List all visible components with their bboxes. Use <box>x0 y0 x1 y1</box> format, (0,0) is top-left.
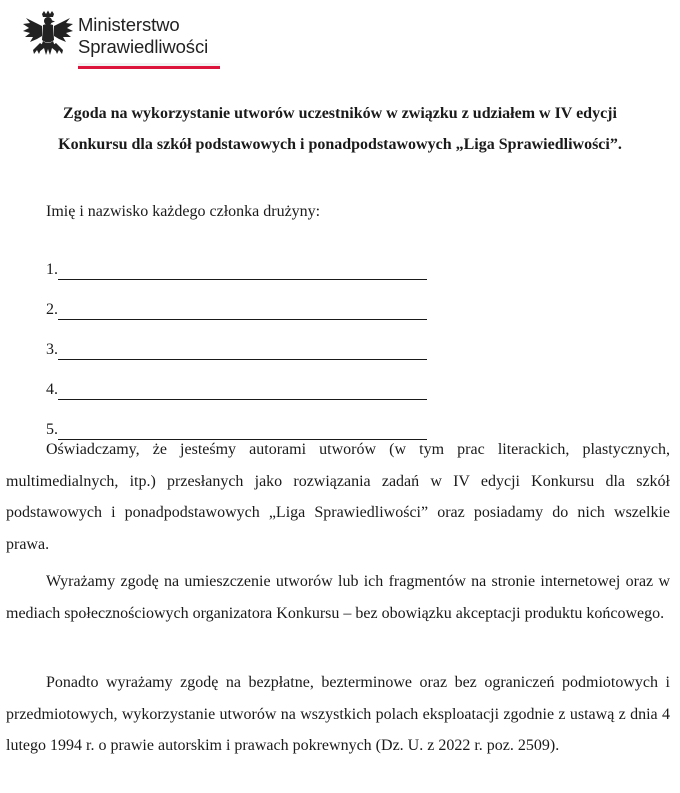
member-line <box>46 360 446 400</box>
logo-line-2: Sprawiedliwości <box>78 36 209 57</box>
ministry-name <box>78 14 208 58</box>
flag-red-stripe <box>78 66 220 69</box>
paragraph-text: Oświadczamy, że jesteśmy autorami utworów (w tym prac literackich, plastycznych, multimedialnych, itp.) przesłanych jako rozwiązania zadań w IV edycji Konkursu dla szkół podstawowych i ponadpodstawowych „Liga Sprawiedliwości” oraz posiadamy do nich wszelkie prawa. <box>6 441 670 553</box>
members-label: Imię i nazwisko każdego członka drużyny: <box>46 203 321 220</box>
member-name-field[interactable] <box>58 342 427 360</box>
member-name-field[interactable] <box>58 302 427 320</box>
paragraph-text: Wyrażamy zgodę na umieszczenie utworów lub ich fragmentów na stronie internetowej oraz w mediach społecznościowych organizatora Konkursu – bez obowiązku akceptacji produktu końcowego. <box>6 573 670 622</box>
usage-consent <box>6 667 670 762</box>
member-line <box>46 240 446 280</box>
member-name-field[interactable] <box>58 382 427 400</box>
flag-stripe <box>78 63 220 69</box>
member-number: 2. <box>46 301 58 318</box>
member-name-field[interactable] <box>58 262 427 280</box>
member-number: 5. <box>46 421 58 438</box>
paragraph-text: Ponadto wyrażamy zgodę na bezpłatne, bezterminowe oraz bez ograniczeń podmiotowych i przedmiotowych, wykorzystanie utworów na wszystkich polach eksploatacji zgodnie z ustawą z dnia 4 lutego 1994 r. o prawie autorskim i prawach pokrewnych (Dz. U. z 2022 r. poz. 2509). <box>6 674 670 754</box>
polish-eagle-icon <box>22 10 74 64</box>
logo-line-1: Ministerstwo <box>78 14 180 35</box>
member-line <box>46 320 446 360</box>
member-number: 3. <box>46 341 58 358</box>
title-line-2: Konkursu dla szkół podstawowych i ponadpodstawowych „Liga Sprawiedliwości”. <box>58 136 622 153</box>
member-list <box>46 240 446 440</box>
member-number: 4. <box>46 381 58 398</box>
publication-consent <box>6 566 670 629</box>
title-line-1: Zgoda na wykorzystanie utworów uczestników w związku z udziałem w IV edycji <box>63 105 617 122</box>
document-title <box>0 98 680 160</box>
authorship-statement <box>6 434 670 560</box>
member-number: 1. <box>46 261 58 278</box>
member-line <box>46 280 446 320</box>
ministry-logo <box>22 10 209 72</box>
